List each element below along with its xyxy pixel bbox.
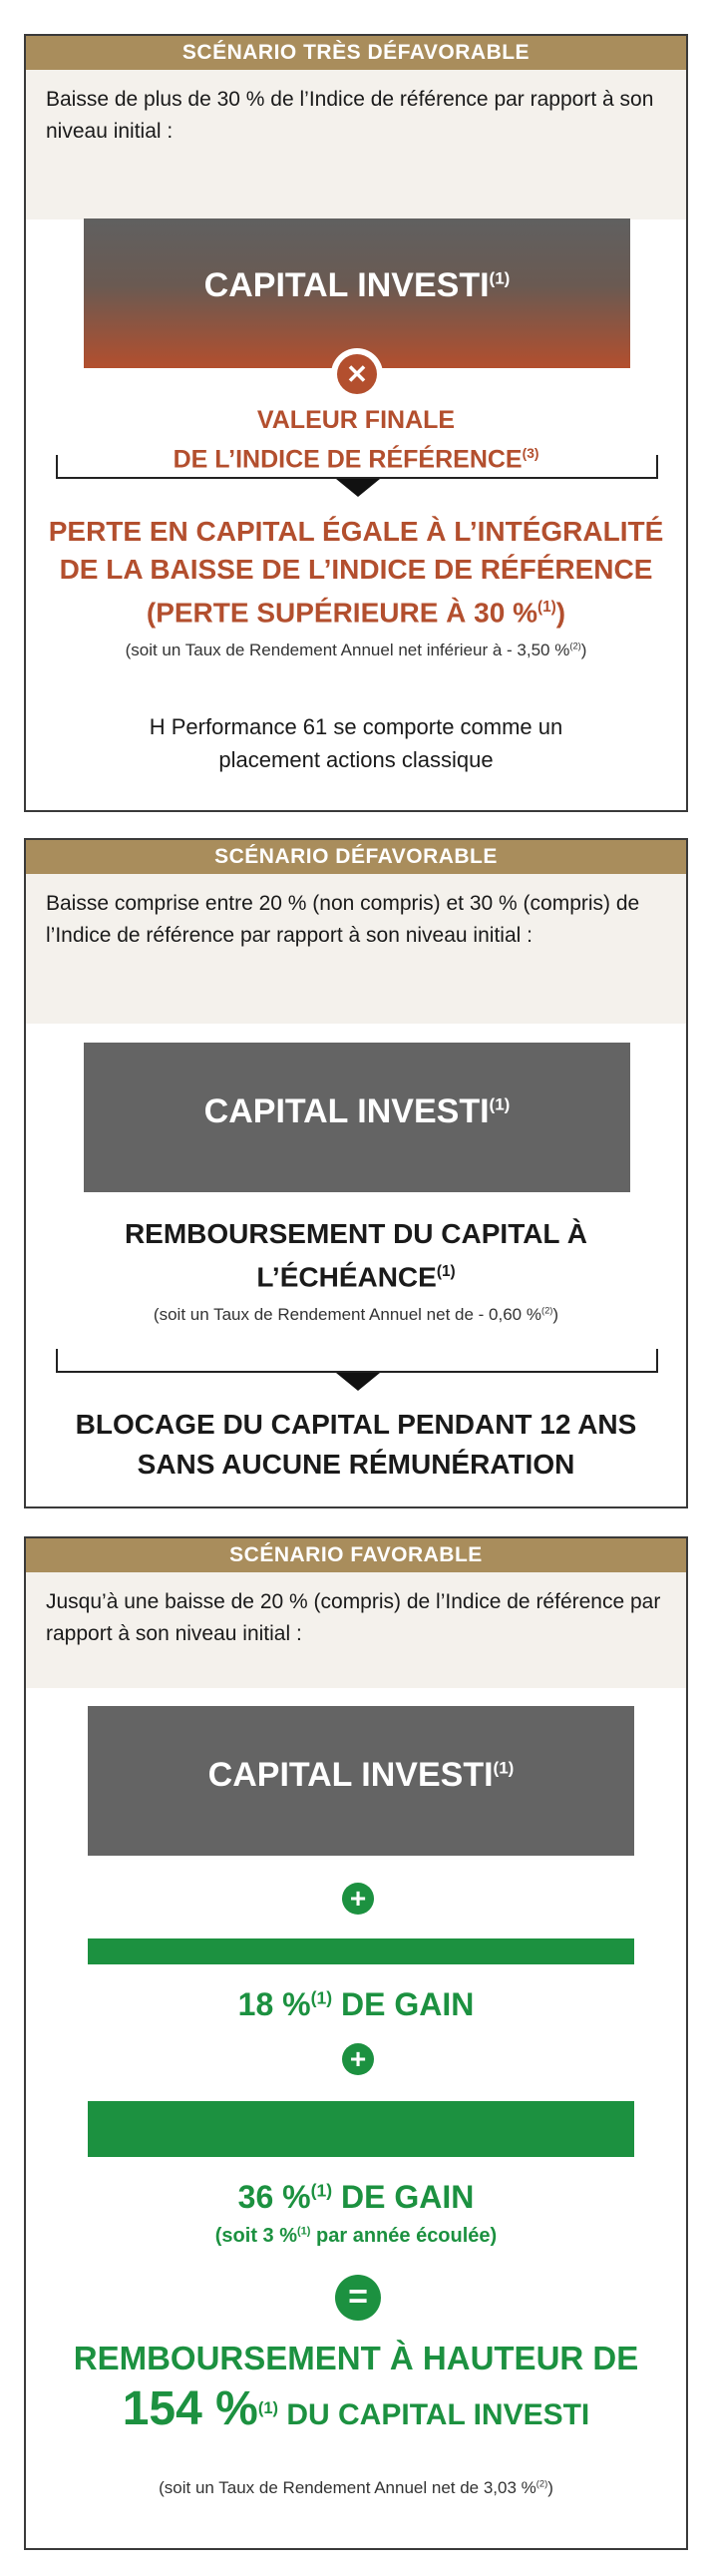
capital-note: (1) [489, 268, 511, 288]
gain-bar-18 [88, 1938, 634, 1964]
scenario-intro-text: Baisse de plus de 30 % de l’Indice de référence par rapport à son niveau initial : [46, 88, 654, 143]
gain2-label: DE GAIN [332, 2179, 475, 2215]
bracket [56, 455, 658, 479]
down-arrow-icon [336, 1373, 380, 1391]
capital-loss-text [26, 513, 686, 632]
repay-note: (1) [436, 1263, 456, 1280]
scenario-intro-text: Jusqu’à une baisse de 20 % (compris) de l’Indice de référence par rapport à son niveau initial : [46, 1590, 661, 1645]
loss-line3-end: ) [555, 597, 566, 629]
block-line2: SANS AUCUNE RÉMUNÉRATION [137, 1449, 575, 1480]
final-index-note: (3) [522, 446, 539, 461]
scenario-favorable [24, 1536, 688, 2550]
rate-note: (2) [569, 641, 581, 651]
rate-label: (soit un Taux de Rendement Annuel net inférieur à - 3,50 % [125, 641, 570, 659]
capital-label: CAPITAL INVESTI [203, 1092, 490, 1130]
down-arrow-icon [336, 479, 380, 497]
rate-label: (soit un Taux de Rendement Annuel net de 3,03 % [159, 2478, 536, 2497]
gain2-sub-note: (1) [297, 2225, 311, 2238]
gain-36-text [26, 2179, 686, 2216]
capital-box [84, 218, 630, 368]
final-index-line1: VALEUR FINALE [256, 406, 456, 434]
capital-box [84, 1043, 630, 1192]
rate-end: ) [580, 641, 587, 659]
rate-label: (soit un Taux de Rendement Annuel net de - 0,60 % [153, 1305, 541, 1324]
gain1-note: (1) [310, 1987, 333, 2008]
gain2-sub: (soit 3 % [214, 2225, 298, 2247]
scenario-unfavorable [24, 838, 688, 1508]
scenario-header: SCÉNARIO FAVORABLE [26, 1538, 686, 1572]
rate-end: ) [547, 2478, 553, 2497]
loss-line2: DE LA BAISSE DE L’INDICE DE RÉFÉRENCE [59, 554, 653, 585]
loss-line1: PERTE EN CAPITAL ÉGALE À L’INTÉGRALITÉ [48, 516, 664, 547]
scenario-intro [26, 70, 686, 219]
plus-circle-icon: + [342, 2043, 374, 2075]
behavior-line1: H Performance 61 se comporte comme un [149, 714, 563, 739]
equals-circle-icon: = [335, 2275, 381, 2321]
capital-label: CAPITAL INVESTI [207, 1756, 494, 1794]
loss-line3: (PERTE SUPÉRIEURE À 30 % [146, 597, 537, 629]
bracket [56, 1349, 658, 1373]
loss-note: (1) [536, 599, 556, 616]
capital-box [88, 1706, 634, 1856]
final-index-line2: DE L’INDICE DE RÉFÉRENCE [173, 445, 523, 474]
total-line1: REMBOURSEMENT À HAUTEUR DE [73, 2340, 639, 2376]
repayment-text [26, 1215, 686, 1296]
total-note: (1) [257, 2399, 279, 2417]
scenario-very-unfavorable [24, 34, 688, 812]
behavior-text [26, 710, 686, 776]
gain1-value: 18 % [237, 1986, 311, 2022]
scenario-intro [26, 874, 686, 1024]
plus-circle-icon: + [342, 1883, 374, 1915]
total-line2 [26, 2380, 686, 2443]
rate-text [26, 2478, 686, 2498]
rate-end: ) [552, 1305, 559, 1324]
behavior-line2: placement actions classique [218, 747, 494, 772]
gain2-sub-end: par année écoulée) [310, 2225, 498, 2247]
total-value: 154 % [122, 2382, 258, 2435]
total-repayment-text [26, 2337, 686, 2443]
scenario-intro [26, 1572, 686, 1688]
total-label: DU CAPITAL INVESTI [278, 2398, 590, 2431]
repay-line1: REMBOURSEMENT DU CAPITAL À [124, 1218, 588, 1249]
scenario-header: SCÉNARIO TRÈS DÉFAVORABLE [26, 36, 686, 70]
gain2-note: (1) [310, 2180, 333, 2201]
rate-text [26, 1305, 686, 1325]
gain1-label: DE GAIN [332, 1986, 475, 2022]
repay-line2-wrap [26, 1253, 686, 1296]
repay-line2: L’ÉCHÉANCE [256, 1261, 437, 1293]
capital-label: CAPITAL INVESTI [203, 266, 490, 304]
rate-text [26, 641, 686, 660]
capital-note: (1) [489, 1094, 511, 1114]
gain-bar-36 [88, 2101, 634, 2157]
loss-line3-wrap [26, 589, 686, 632]
gain-36-subtext [26, 2225, 686, 2248]
x-circle-icon: ✕ [331, 348, 383, 400]
scenario-intro-text: Baisse comprise entre 20 % (non compris) et 30 % (compris) de l’Indice de référence par rapport à son niveau initial : [46, 892, 640, 947]
block-line1: BLOCAGE DU CAPITAL PENDANT 12 ANS [75, 1409, 637, 1440]
rate-note: (2) [535, 2478, 548, 2489]
capital-note: (1) [493, 1758, 515, 1778]
rate-note: (2) [540, 1305, 553, 1316]
gain-18-text [26, 1986, 686, 2023]
gain2-value: 36 % [237, 2179, 311, 2215]
scenario-header: SCÉNARIO DÉFAVORABLE [26, 840, 686, 874]
capital-block-text [26, 1405, 686, 1485]
